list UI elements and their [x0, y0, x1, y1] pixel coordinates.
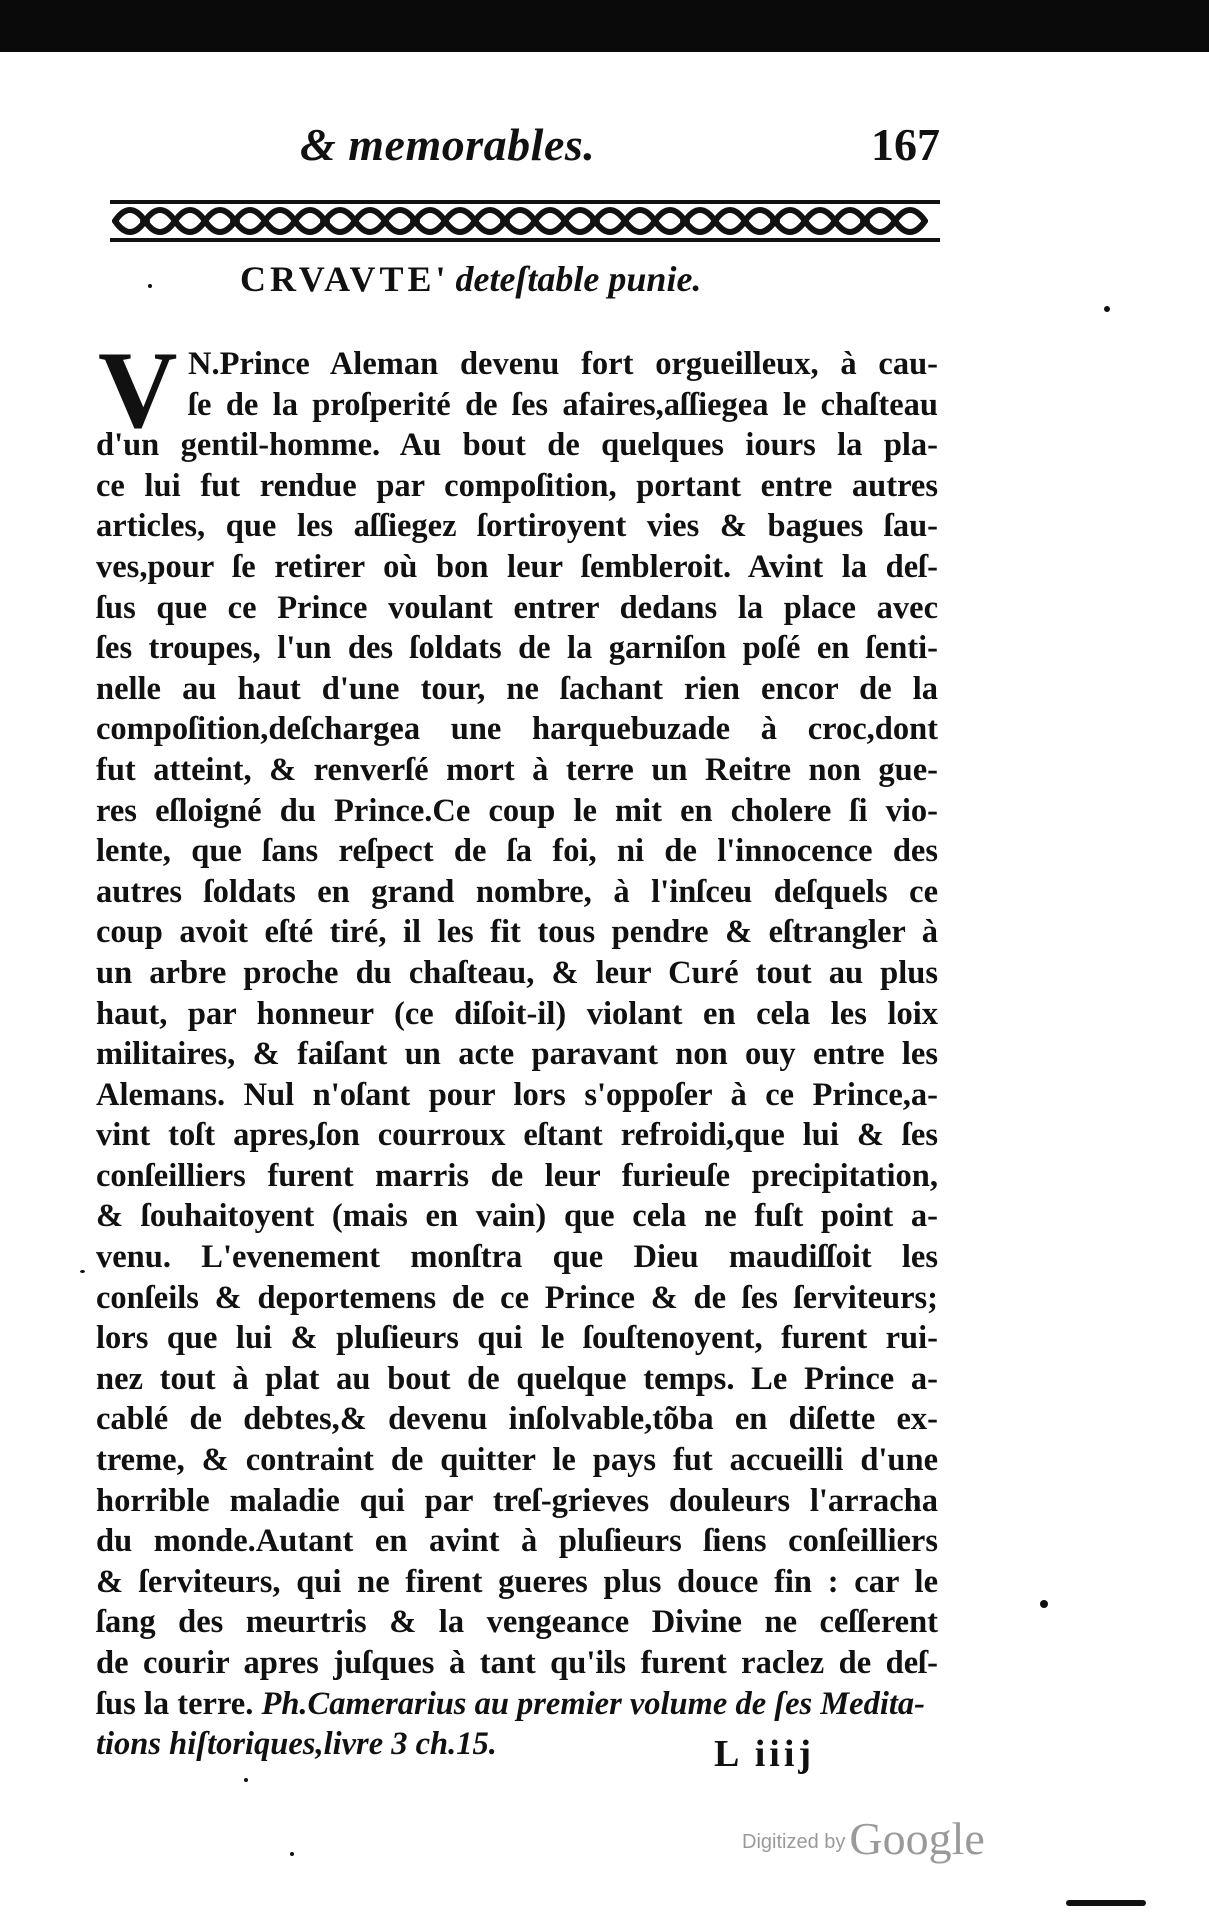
- page-header: [300, 118, 940, 178]
- text-line: nelle au haut d'une tour, ne ſachant rien encor de la: [96, 670, 938, 707]
- text-line: autres ſoldats en grand nombre, à l'inſceu deſquels ce: [96, 873, 938, 910]
- text-line: de courir apres juſques à tant qu'ils furent raclez de deſ-: [96, 1645, 938, 1681]
- watermark-logo-text: Google: [849, 1813, 985, 1864]
- ink-speck: [290, 1852, 294, 1856]
- chapter-heading: [240, 258, 701, 300]
- digitization-watermark: [742, 1812, 985, 1865]
- heading-rest: deteſtable punie.: [455, 259, 702, 299]
- body-text: [96, 344, 938, 1765]
- text-line: cablé de debtes,& devenu inſolvable,tõba en diſette ex-: [96, 1401, 938, 1438]
- ink-speck: [148, 284, 152, 288]
- text-line: militaires, & faiſant un acte paravant non ouy entre les: [96, 1036, 938, 1073]
- text-line: ſang des meurtris & la vengeance Divine ne ceſſerent: [96, 1604, 938, 1641]
- ink-speck: [80, 1270, 85, 1273]
- text-line: ſe de la proſperité de ſes afaires,aſſiegea le chaſteau: [188, 386, 938, 423]
- ink-speck: [1104, 306, 1110, 312]
- text-line: ves,pour ſe retirer où bon leur ſembleroit. Avint la deſ-: [96, 548, 938, 585]
- text-line: lors que lui & pluſieurs qui le ſouſtenoyent, furent rui-: [96, 1320, 938, 1357]
- text-line: conſeilliers furent marris de leur furieuſe precipitation,: [96, 1157, 938, 1194]
- text-line: du monde.Autant en avint à pluſieurs ſiens conſeilliers: [96, 1523, 938, 1560]
- scan-top-border: [0, 0, 1209, 52]
- text-line-with-source: [96, 1684, 938, 1725]
- text-line: N.Prince Aleman devenu fort orgueilleux, à cau-: [188, 346, 938, 382]
- source-note-continued: tions hiſtoriques,livre 3 ch.15.: [96, 1726, 497, 1763]
- drop-cap: V: [98, 329, 178, 451]
- scan-corner-mark: [1066, 1900, 1146, 1906]
- text-line: fut atteint, & renverſé mort à terre un Reitre non gue-: [96, 751, 938, 788]
- text-line: ſes troupes, l'un des ſoldats de la garniſon poſé en ſenti-: [96, 630, 938, 667]
- text-line: ſus que ce Prince voulant entrer dedans la place avec: [96, 589, 938, 626]
- page-number: 167: [871, 119, 940, 170]
- heading-small-caps: CRVAVTE': [240, 259, 450, 299]
- text-line: lente, que ſans reſpect de ſa foi, ni de l'innocence des: [96, 833, 938, 870]
- text-line: Alemans. Nul n'oſant pour lors s'oppoſer à ce Prince,a-: [96, 1076, 938, 1113]
- text-line: treme, & contraint de quitter le pays fut accueilli d'une: [96, 1442, 938, 1479]
- text-line: & ſerviteurs, qui ne firent gueres plus douce fin : car le: [96, 1563, 938, 1600]
- text-line: vint toſt apres,ſon courroux eſtant refroidi,que lui & ſes: [96, 1117, 938, 1154]
- text-line: & ſouhaitoyent (mais en vain) que cela ne fuſt point a-: [96, 1198, 938, 1235]
- text-line: nez tout à plat au bout de quelque temps. Le Prince a-: [96, 1360, 938, 1397]
- signature-mark: L iiij: [714, 1733, 816, 1775]
- text-line: compoſition,deſchargea une harquebuzade à croc,dont: [96, 711, 938, 748]
- ink-speck: [244, 1778, 248, 1782]
- ink-speck: [1040, 1600, 1048, 1608]
- text-line: conſeils & deportemens de ce Prince & de ſes ſerviteurs;: [96, 1279, 938, 1316]
- text-line: ce lui fut rendue par compoſition, portant entre autres: [96, 467, 938, 504]
- text-line: horrible maladie qui par treſ-grieves douleurs l'arracha: [96, 1482, 938, 1519]
- watermark-small-text: Digitized by: [742, 1831, 846, 1853]
- text-line: un arbre proche du chaſteau, & leur Curé tout au plus: [96, 954, 938, 991]
- text-line: coup avoit eſté tiré, il les fit tous pendre & eſtrangler à: [96, 914, 938, 951]
- running-title: & memorables.: [300, 119, 596, 170]
- text-line-end: ſus la terre.: [96, 1685, 254, 1722]
- text-line: articles, que les aſſiegez ſortiroyent vies & bagues ſau-: [96, 508, 938, 545]
- ornamental-band: [110, 196, 940, 246]
- text-line: haut, par honneur (ce diſoit-il) violant en cela les loix: [96, 995, 938, 1032]
- text-line: venu. L'evenement monſtra que Dieu maudiſſoit les: [96, 1239, 938, 1276]
- text-line: res eſloigné du Prince.Ce coup le mit en cholere ſi vio-: [96, 792, 938, 829]
- source-note: Ph.Camerarius au premier volume de ſes Medita-: [261, 1685, 925, 1722]
- text-line: d'un gentil-homme. Au bout de quelques iours la pla-: [96, 427, 938, 464]
